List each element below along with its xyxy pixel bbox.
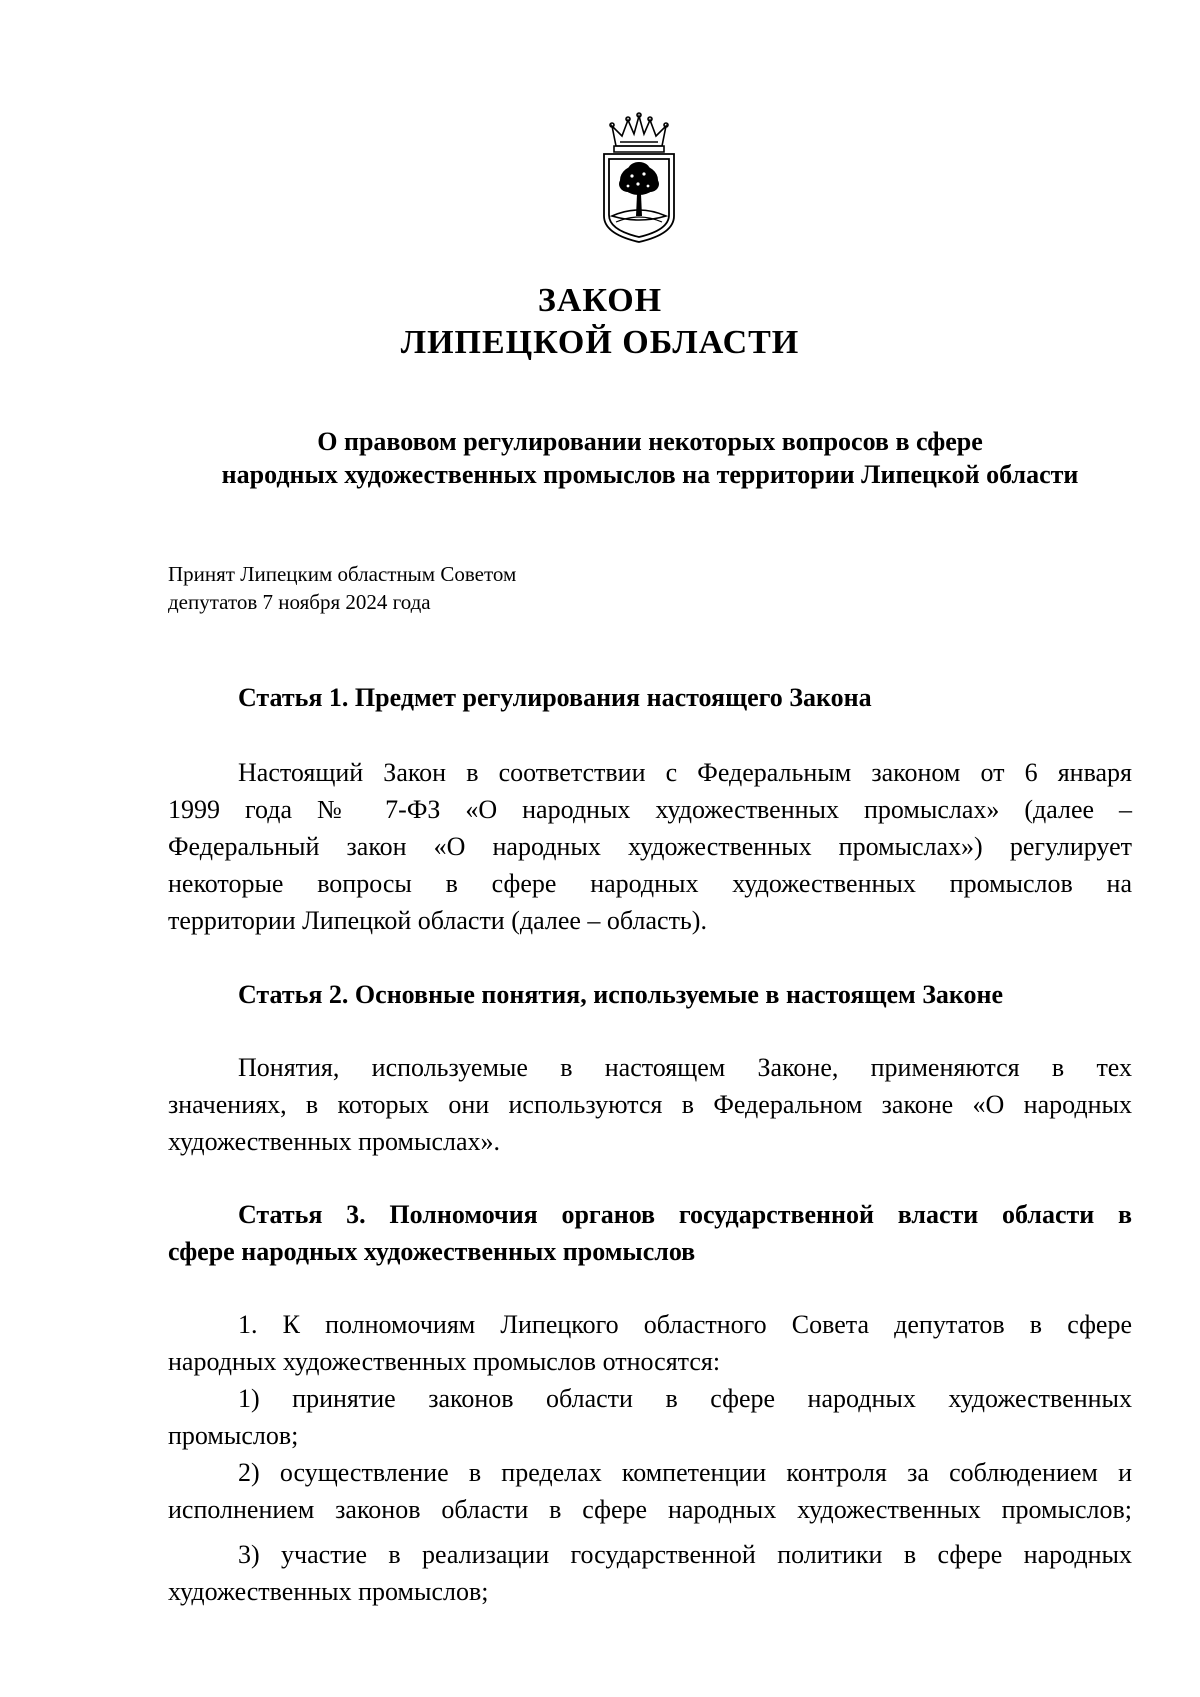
article-1-heading: Статья 1. Предмет регулирования настоящего Закона xyxy=(238,683,872,712)
article-3-line: народных художественных промыслов относятся: xyxy=(168,1347,721,1376)
article-1-line: 1999 года № 7-ФЗ «О народных художественных промыслах» (далее – xyxy=(168,795,1132,824)
article-3-line: 2) осуществление в пределах компетенции контроля за соблюдением и xyxy=(238,1458,1132,1487)
article-3-line: 1. К полномочиям Липецкого областного Совета депутатов в сфере xyxy=(238,1310,1132,1339)
law-subject-line-2: народных художественных промыслов на территории Липецкой области xyxy=(221,460,1079,489)
law-title: ЗАКОН xyxy=(537,282,663,319)
article-2-line: Понятия, используемые в настоящем Законе, применяются в тех xyxy=(238,1053,1132,1082)
law-subject-line-1: О правовом регулировании некоторых вопросов в сфере xyxy=(317,427,983,456)
article-2-line: художественных промыслах». xyxy=(168,1127,501,1156)
article-1-line: Федеральный закон «О народных художественных промыслах») регулирует xyxy=(168,832,1132,861)
adoption-note-line-2: депутатов 7 ноября 2024 года xyxy=(168,590,431,614)
article-1-line: территории Липецкой области (далее – область). xyxy=(168,906,707,935)
article-3-line: 3) участие в реализации государственной политики в сфере народных xyxy=(238,1540,1132,1569)
coat-of-arms-icon xyxy=(598,112,680,244)
law-region-title: ЛИПЕЦКОЙ ОБЛАСТИ xyxy=(400,324,800,361)
article-3-line: художественных промыслов; xyxy=(168,1577,489,1606)
article-3-line: 1) принятие законов области в сфере народных художественных xyxy=(238,1384,1132,1413)
article-3-heading-line-2: сфере народных художественных промыслов xyxy=(168,1237,696,1266)
article-1-line: некоторые вопросы в сфере народных художественных промыслов на xyxy=(168,869,1132,898)
article-3-line: промыслов; xyxy=(168,1421,299,1450)
article-3-heading-line-1: Статья 3. Полномочия органов государственной власти области в xyxy=(238,1200,1132,1229)
article-2-heading: Статья 2. Основные понятия, используемые в настоящем Законе xyxy=(238,980,1004,1009)
article-1-line: Настоящий Закон в соответствии с Федеральным законом от 6 января xyxy=(238,758,1132,787)
article-2-line: значениях, в которых они используются в Федеральном законе «О народных xyxy=(168,1090,1132,1119)
adoption-note-line-1: Принят Липецким областным Советом xyxy=(168,562,517,586)
coat-of-arms-emblem xyxy=(598,112,680,244)
article-3-line: исполнением законов области в сфере народных художественных промыслов; xyxy=(168,1495,1132,1524)
